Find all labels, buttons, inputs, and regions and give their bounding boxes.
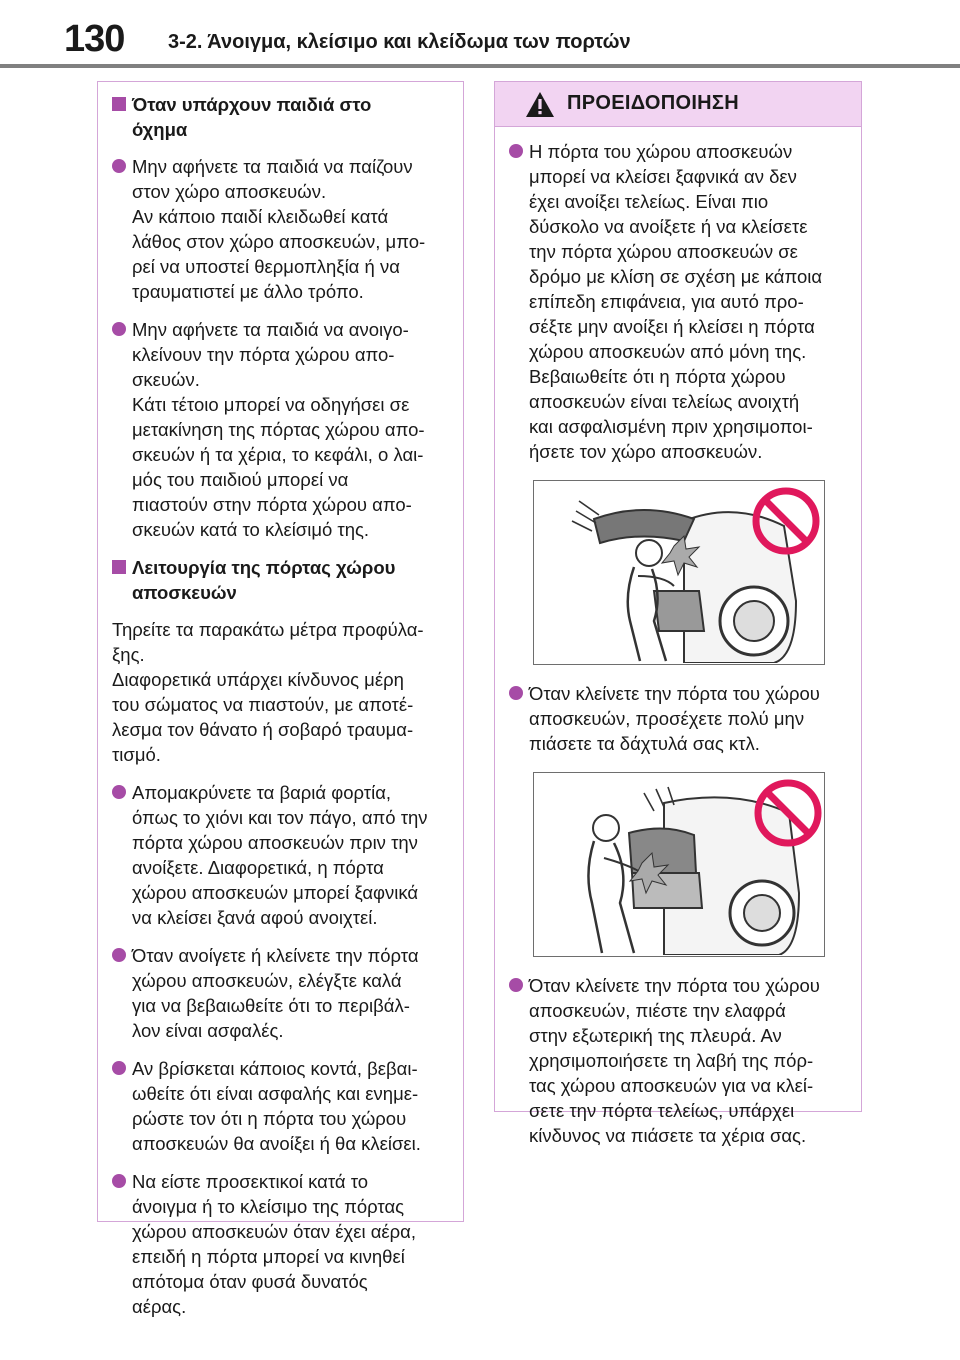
car-illustration <box>534 481 824 663</box>
bullet-text: Αν βρίσκεται κάποιος κοντά, βεβαι- ωθείτε ότι είναι ασφαλής και ενημε- ρώστε τον ότι η πόρτα του χώρου αποσκευών θα ανοίξει ή θα κλείσει. <box>132 1058 421 1154</box>
heading-back-door-operation <box>112 555 449 605</box>
round-bullet-icon <box>509 978 523 992</box>
bullet-item <box>112 1169 449 1319</box>
car-illustration <box>534 773 824 955</box>
bullet-text: Η πόρτα του χώρου αποσκευών μπορεί να κλείσει ξαφνικά αν δεν έχει ανοίξει τελείως. Είναι πιο δύσκολο να ανοίξετε ή να κλείσετε την πόρτα χώρου αποσκευών σε δρόμο με κλίση σε σχέση με κάποια επίπεδη επιφάνεια, για αυτό προ- σέξτε μην ανοίξει ή κλείσει η πόρτα χώρου αποσκευών από μόνη της. Βεβαιωθείτε ότι η πόρτα χώρου αποσκευών είναι τελείως ανοιχτή και ασφαλισμένη πριν χρησιμοποι- ήσετε τον χώρο αποσκευών. <box>529 141 823 462</box>
bullet-text: Μην αφήνετε τα παιδιά να ανοιγο- κλείνουν την πόρτα χώρου απο- σκευών. Κάτι τέτοιο μπορεί να οδηγήσει σε μετακίνηση της πόρτας χώρου απο- σκευών ή τα χέρια, το κεφάλι, ο λαι- μός του παιδιού μπορεί να πιαστούν στην πόρτα χώρου απο- σκευών κατά το κλείσιμό της. <box>132 319 425 540</box>
bullet-text: Μην αφήνετε τα παιδιά να παίζουν στον χώρο αποσκευών. Αν κάποιο παιδί κλειδωθεί κατά λάθος στον χώρο αποσκευών, μπο- ρεί να υποστεί θερμοπληξία ή να τραυματιστεί με άλλο τρόπο. <box>132 156 426 302</box>
round-bullet-icon <box>112 322 126 336</box>
warning-box <box>494 81 862 1146</box>
heading-text: Όταν υπάρχουν παιδιά στο όχημα <box>132 94 372 140</box>
info-box <box>97 81 464 1317</box>
round-bullet-icon <box>509 686 523 700</box>
bullet-text: Όταν κλείνετε την πόρτα του χώρου αποσκευών, πιέστε την ελαφρά στην εξωτερική της πλευρά. Αν χρησιμοποιήσετε τη λαβή της πόρ- τας χώρου αποσκευών για να κλεί- σετε την πόρτα τελείως, υπάρχει κίνδυνος να πιάσετε τα χέρια σας. <box>529 975 820 1146</box>
bullet-text: Όταν κλείνετε την πόρτα του χώρου αποσκευών, προσέχετε πολύ μην πιάσετε τα δάχτυλά σας κτλ. <box>529 683 820 754</box>
warning-header <box>495 82 861 127</box>
round-bullet-icon <box>112 1061 126 1075</box>
section-title: 3-2. Άνοιγμα, κλείσιμο και κλείδωμα των πορτών <box>168 31 631 53</box>
round-bullet-icon <box>112 948 126 962</box>
bullet-item <box>509 681 847 756</box>
bullet-item <box>112 154 449 304</box>
illustration-fingers-caught <box>533 772 825 957</box>
heading-text: Λειτουργία της πόρτας χώρου αποσκευών <box>132 557 396 603</box>
bullet-item <box>112 1056 449 1156</box>
bullet-item <box>112 317 449 542</box>
bullet-item <box>509 973 847 1148</box>
warning-title: ΠΡΟΕΙΔΟΠΟΙΗΣΗ <box>567 92 739 114</box>
round-bullet-icon <box>509 144 523 158</box>
bullet-item <box>509 139 847 464</box>
page-number: 130 <box>64 18 125 60</box>
header-rule <box>0 64 960 68</box>
square-bullet-icon <box>112 97 126 111</box>
square-bullet-icon <box>112 560 126 574</box>
illustration-door-closing-on-head <box>533 480 825 665</box>
page-header <box>0 0 960 72</box>
bullet-text: Όταν ανοίγετε ή κλείνετε την πόρτα χώρου αποσκευών, ελέγξτε καλά για να βεβαιωθείτε ότι το περιβάλ- λον είναι ασφαλές. <box>132 945 419 1041</box>
bullet-text: Απομακρύνετε τα βαριά φορτία, όπως το χιόνι και τον πάγο, από την πόρτα χώρου αποσκευών πριν την ανοίξετε. Διαφορετικά, η πόρτα χώρου αποσκευών μπορεί ξαφνικά να κλείσει ξανά αφού ανοιχτεί. <box>132 782 428 928</box>
bullet-item <box>112 780 449 930</box>
round-bullet-icon <box>112 1174 126 1188</box>
round-bullet-icon <box>112 785 126 799</box>
round-bullet-icon <box>112 159 126 173</box>
heading-children-in-vehicle <box>112 92 449 142</box>
warning-triangle-icon <box>525 91 555 118</box>
bullet-text: Να είστε προσεκτικοί κατά το άνοιγμα ή το κλείσιμο της πόρτας χώρου αποσκευών όταν έχει αέρα, επειδή η πόρτα μπορεί να κινηθεί απότομα όταν φυσά δυνατός αέρας. <box>132 1171 416 1317</box>
bullet-item <box>112 943 449 1043</box>
intro-paragraph: Τηρείτε τα παρακάτω μέτρα προφύλα- ξης. Διαφορετικά υπάρχει κίνδυνος μέρη του σώματος να πιαστούν, με αποτέ- λεσμα τον θάνατο ή σοβαρό τραυμα- τισμό. <box>112 619 424 765</box>
